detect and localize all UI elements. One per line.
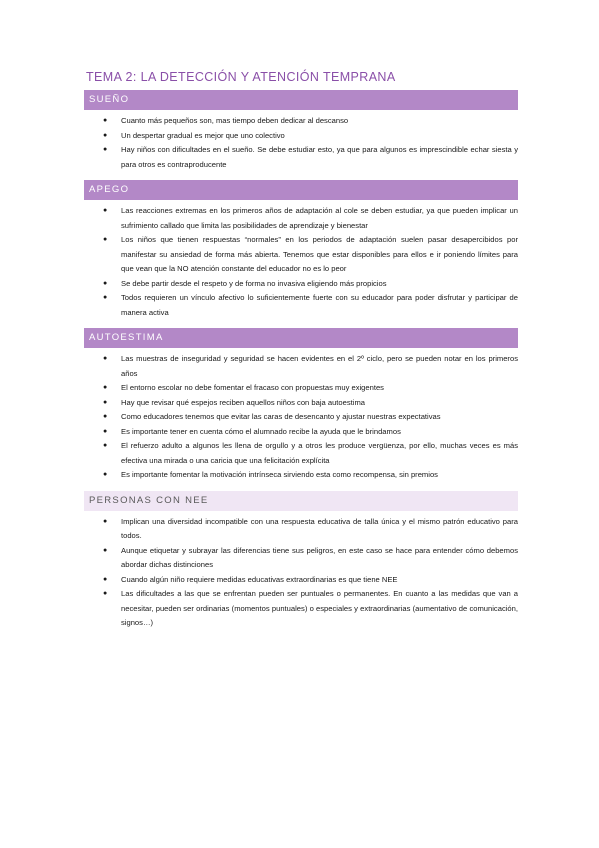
bullet-list [84, 511, 518, 639]
bullet-icon: ● [103, 398, 108, 406]
list-item-text: Las reacciones extremas en los primeros años de adaptación al cole se deben estudiar, ya que pueden implicar un sufrimiento callado que limita las posibilidades de aprendizaje y bienestar [121, 206, 518, 230]
list-item [84, 410, 518, 425]
list-item [84, 204, 518, 233]
list-item-text: Es importante fomentar la motivación intrínseca sirviendo esta como recompensa, sin premios [121, 470, 438, 479]
list-item-text: Es importante tener en cuenta cómo el alumnado recibe la ayuda que le brindamos [121, 426, 401, 436]
list-item-text: Cuanto más pequeños son, mas tiempo deben dedicar al descanso [121, 116, 349, 125]
bullet-list [84, 110, 518, 180]
bullet-icon: ● [103, 575, 108, 583]
list-item [84, 515, 518, 544]
list-item [84, 352, 518, 381]
list-item-text: Cuando algún niño requiere medidas educativas extraordinarias es que tiene NEE [121, 574, 398, 584]
list-item [84, 233, 518, 277]
list-item [84, 114, 518, 129]
bullet-icon: ● [103, 117, 108, 124]
sections-container [84, 90, 518, 639]
list-item-text: Un despertar gradual es mejor que uno colectivo [121, 130, 285, 140]
list-item [84, 587, 518, 631]
list-item-text: Hay que revisar qué espejos reciben aquellos niños con baja autoestima [121, 397, 365, 407]
list-item [84, 143, 518, 172]
section-heading: AUTOESTIMA [84, 328, 518, 348]
list-item [84, 291, 518, 320]
list-item [84, 396, 518, 411]
bullet-icon: ● [103, 413, 108, 420]
list-item [84, 468, 518, 483]
list-item [84, 277, 518, 292]
bullet-icon: ● [103, 471, 108, 478]
bullet-icon: ● [103, 146, 108, 153]
bullet-icon: ● [103, 427, 108, 435]
list-item-text: Como educadores tenemos que evitar las caras de desencanto y ajustar nuestras expectativas [121, 412, 441, 421]
bullet-icon: ● [103, 517, 108, 525]
document-page [84, 70, 518, 639]
section-heading: SUEÑO [84, 90, 518, 110]
list-item [84, 439, 518, 468]
document-title: TEMA 2: LA DETECCIÓN Y ATENCIÓN TEMPRANA [86, 70, 396, 84]
section-heading: PERSONAS CON NEE [84, 491, 518, 511]
list-item-text: Todos requieren un vínculo afectivo lo suficientemente fuerte con su educador para poder disfrutar y participar de manera activa [121, 293, 518, 317]
bullet-icon: ● [103, 236, 108, 243]
list-item-text: Las dificultades a las que se enfrentan pueden ser puntuales o permanentes. En cuanto a las medidas que van a necesitar, pueden ser ordinarias (momentos puntuales) o especiales y extraordinarias (aumentativo de comunicación, signos…) [121, 589, 518, 627]
list-item [84, 573, 518, 588]
bullet-icon: ● [103, 384, 108, 391]
list-item [84, 129, 518, 144]
bullet-list [84, 200, 518, 328]
bullet-icon: ● [103, 590, 108, 597]
list-item-text: Los niños que tienen respuestas “normales” en los periodos de adaptación suelen pasar desapercibidos por manifestar su ansiedad de forma más abierta. Tenemos que estar disponibles para ellos e ir poniendo límites para que vean que la NO atención constante del educador no es lo peor [121, 235, 518, 273]
bullet-icon: ● [103, 442, 108, 449]
list-item-text: El entorno escolar no debe fomentar el fracaso con propuestas muy exigentes [121, 383, 384, 392]
list-item [84, 381, 518, 396]
list-item-text: Se debe partir desde el respeto y de forma no invasiva eligiendo más propicios [121, 278, 387, 288]
bullet-icon: ● [103, 355, 108, 362]
bullet-icon: ● [103, 207, 108, 214]
list-item-text: Implican una diversidad incompatible con una respuesta educativa de talla única y el mismo patrón educativo para todos. [121, 516, 518, 540]
list-item-text: El refuerzo adulto a algunos les llena de orgullo y a otros les produce vergüenza, por ello, muchas veces es más efectiva una mirada o una caricia que una felicitación explícita [121, 441, 518, 465]
bullet-icon: ● [103, 131, 108, 139]
list-item [84, 425, 518, 440]
list-item [84, 544, 518, 573]
list-item-text: Aunque etiquetar y subrayar las diferencias tiene sus peligros, en este caso se hace para entender cómo debemos abordar dichas distinciones [121, 545, 518, 569]
list-item-text: Las muestras de inseguridad y seguridad se hacen evidentes en el 2º ciclo, pero se pueden notar en los primeros años [121, 354, 518, 378]
bullet-icon: ● [103, 294, 108, 301]
bullet-icon: ● [103, 279, 108, 287]
bullet-list [84, 348, 518, 491]
bullet-icon: ● [103, 546, 108, 554]
list-item-text: Hay niños con dificultades en el sueño. Se debe estudiar esto, ya que para algunos es imprescindible echar siesta y para otros es contraproducente [121, 145, 518, 169]
section-heading: APEGO [84, 180, 518, 200]
